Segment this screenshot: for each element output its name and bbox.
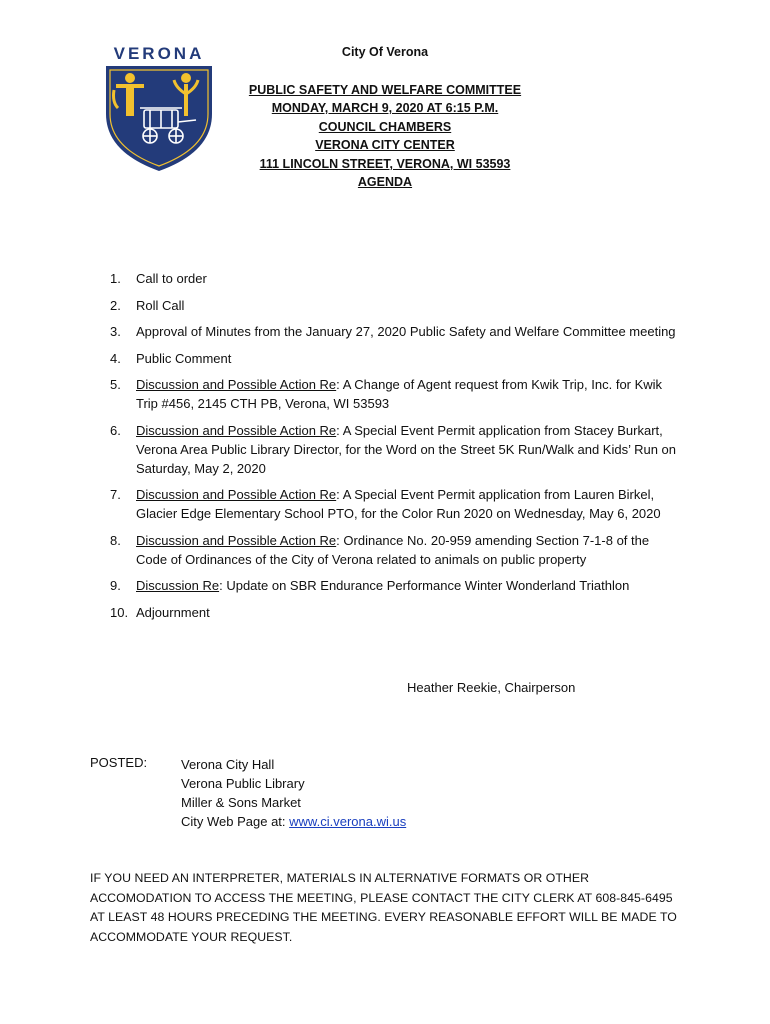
meeting-room: COUNCIL CHAMBERS — [318, 119, 452, 134]
posted-locations — [181, 755, 406, 831]
city-web-link[interactable]: www.ci.verona.wi.us — [289, 814, 407, 829]
item-number: 4. — [110, 350, 121, 366]
item-number: 3. — [110, 324, 121, 339]
posted-label: POSTED: — [90, 755, 148, 770]
item-text: Ordinance No. 20-959 amending Section 7-1-8 of the Code of Ordinances of the City of Verona related to animals on public property — [136, 532, 650, 567]
agenda-item — [0, 485, 681, 523]
agenda-item — [0, 576, 681, 595]
item-label: Discussion and Possible Action Re — [136, 377, 337, 392]
agenda-item — [0, 603, 681, 622]
meeting-building: VERONA CITY CENTER — [315, 138, 455, 152]
item-separator: : — [336, 532, 344, 548]
item-separator: : — [336, 422, 343, 438]
agenda-title: AGENDA — [357, 175, 413, 189]
web-prefix: City Web Page at: — [181, 814, 290, 829]
item-label: Discussion and Possible Action Re — [136, 532, 337, 548]
item-text: Call to order — [136, 271, 207, 286]
meeting-address: 111 LINCOLN STREET, VERONA, WI 53593 — [259, 156, 511, 171]
item-text: A Change of Agent request from Kwik Trip, Inc. for Kwik Trip #456, 2145 CTH PB, Verona, WI 53593 — [136, 377, 663, 411]
city-name: City Of Verona — [341, 45, 429, 59]
agenda-item — [0, 531, 681, 569]
item-text: Approval of Minutes from the January 27, 2020 Public Safety and Welfare Committee meeting — [136, 324, 676, 339]
item-number: 6. — [110, 422, 121, 438]
item-text: A Special Event Permit application from Lauren Birkel, Glacier Edge Elementary School PTO, for the Color Run 2020 on Wednesday, May 6, 2020 — [136, 487, 661, 521]
committee-name: PUBLIC SAFETY AND WELFARE COMMITTEE — [248, 82, 522, 97]
agenda-item — [0, 421, 681, 478]
meeting-datetime: MONDAY, MARCH 9, 2020 AT 6:15 P.M. — [271, 101, 499, 115]
item-text: Roll Call — [136, 297, 185, 313]
item-number: 9. — [110, 578, 121, 593]
posted-location: Miller & Sons Market — [181, 795, 301, 810]
item-separator: : — [219, 578, 227, 593]
agenda-list — [0, 269, 770, 629]
item-text: A Special Event Permit application from Stacey Burkart, Verona Area Public Library Director, for the Word on the Street 5K Run/Walk and Kids’ Run on Saturday, May 2, 2020 — [136, 422, 677, 476]
item-number: 8. — [110, 532, 121, 548]
item-label: Discussion and Possible Action Re — [136, 422, 337, 438]
chairperson-signature-line: Heather Reekie, Chairperson — [407, 680, 576, 695]
agenda-header — [150, 43, 620, 192]
posted-location: Verona Public Library — [181, 776, 305, 791]
agenda-item — [0, 322, 681, 341]
item-number: 2. — [110, 297, 121, 313]
agenda-item — [0, 349, 681, 368]
posted-location: Verona City Hall — [181, 757, 275, 772]
item-number: 5. — [110, 377, 121, 392]
item-number: 1. — [110, 271, 121, 286]
item-text: Update on SBR Endurance Performance Winter Wonderland Triathlon — [226, 578, 630, 593]
item-separator: : — [336, 377, 343, 392]
logo-wordmark: VERONA — [113, 44, 205, 63]
item-label: Discussion and Possible Action Re — [136, 487, 337, 502]
item-separator: : — [336, 487, 343, 502]
agenda-item — [0, 296, 681, 315]
item-text: Public Comment — [136, 350, 232, 366]
accessibility-notice: IF YOU NEED AN INTERPRETER, MATERIALS IN ALTERNATIVE FORMATS OR OTHER ACCOMODATION TO ACCESS THE MEETING, PLEASE CONTACT THE CITY CLERK AT 608-845-6495 AT LEAST 48 HOURS PRECEDING THE MEETING. EVERY REASONABLE EFFORT WILL BE MADE TO ACCOMMODATE YOUR REQUEST. — [90, 871, 677, 944]
item-label: Discussion Re — [136, 578, 220, 593]
agenda-item — [0, 375, 681, 413]
item-text: Adjournment — [136, 604, 210, 620]
agenda-item — [0, 269, 681, 288]
item-number: 10. — [110, 604, 129, 620]
item-number: 7. — [110, 487, 121, 502]
posted-web-line — [181, 812, 406, 831]
